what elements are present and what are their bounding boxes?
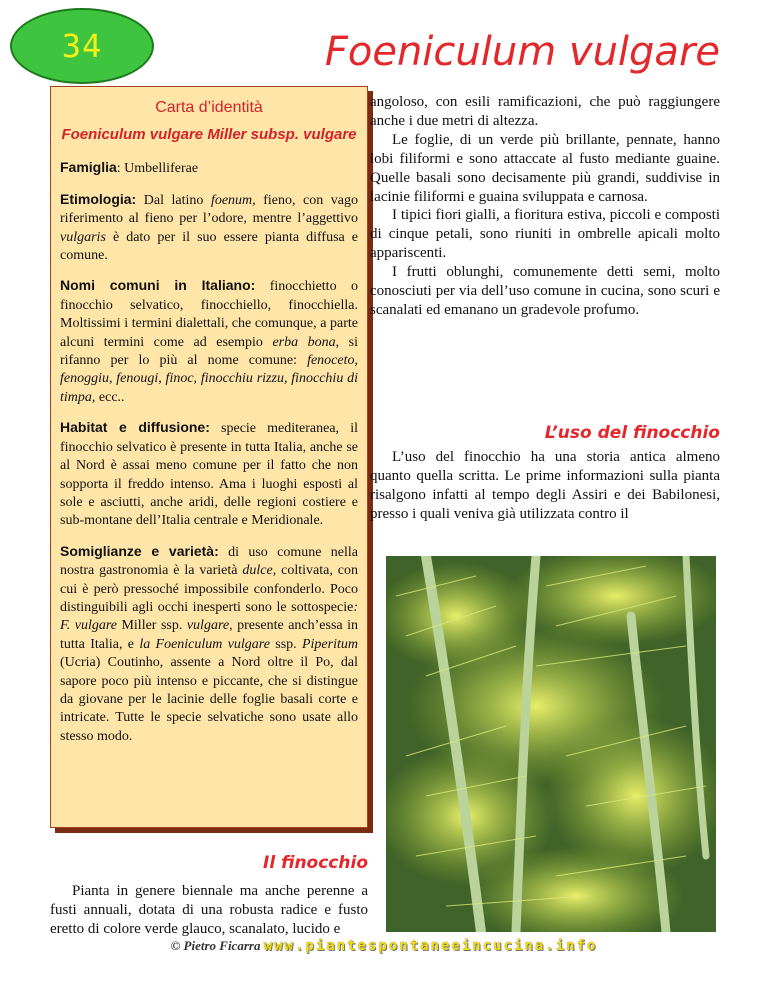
finocchio-text-right-4: I frutti oblunghi, comunemente detti semi, molto conosciuti per via dell’uso comune in cucina, sono scuri e scanalati ed emanano un gradevole profumo. [370,264,720,318]
nomi-dialect: fenoceto, fenoggiu, fenougi, finoc, finocchiu rizzu, finocchiu di timpa [60,353,358,405]
section-il-finocchio [50,852,368,939]
somiglianze-label: Somiglianze e varietà: [60,542,219,559]
nomi-text-1: finocchietto o finocchio selvatico, finocchiello, finocchiella. Moltissimi i termini dialettali, che comunque, a parte alcuni termini come ad esempio [60,279,358,350]
som-la-foeniculum: la Foeniculum vulgare [139,636,270,652]
som-fv: : F. vulgare [60,599,358,634]
finocchio-text-right-2: Le foglie, di un verde più brillante, pennate, hanno lobi filiformi e sono attaccate al fusto mediante guaine. Quelle basali sono decisamente più grandi, suddivise in lacinie filiformi e guaina sviluppata e carnosa. [370,131,720,205]
footer [0,938,768,954]
nomi-label: Nomi comuni in Italiano: [60,277,256,294]
som-text-6: (Ucria) Coutinho, assente a Nord oltre il Po, dal sapore poco più intenso e piccante, che si distingue da giovane per le lacinie delle foglie basali corte e intricate. Tutte le specie selvatiche sono usate allo stesso modo. [60,655,358,744]
page-number-badge [10,8,154,84]
finocchio-text-right-1: angoloso, con esili ramificazioni, che può raggiungere anche i due metri di altezza. [370,94,720,129]
etimologia-foenum: foenum [210,192,253,208]
identity-card-heading: Carta d’identità [155,99,263,116]
finocchio-text-right-3: I tipici fiori gialli, a fioritura estiva, piccoli e composti di cinque petali, sono riuniti in ombrelle apicali molto appariscenti. [370,207,720,262]
uso-text: L’uso del finocchio ha una storia antica almeno quanto quella scritta. Le prime informazioni sulla pianta risalgono infatti al tempo degli Assiri e dei Babilonesi, presso i quali veniva già utilizzata contro il [370,449,720,522]
entry-habitat [60,418,358,530]
identity-card [50,86,368,828]
entry-somiglianze [60,542,358,746]
etimologia-text-3: è dato per il suo essere pianta diffusa e comune. [60,229,358,264]
section-heading-uso: L’uso del finocchio [544,423,720,443]
nomi-text-3: , ecc.. [91,389,125,405]
nomi-erba-bona: erba bona [272,334,336,350]
som-piperitum: Piperitum [301,636,358,652]
entry-famiglia [60,158,358,178]
etimologia-text-1: Dal latino [136,192,211,208]
etimologia-text-2: , fieno, con vago riferimento al fieno per l’odore, mentre l’aggettivo [60,192,358,227]
fennel-photo [386,556,716,932]
som-dulce: dulce [242,563,273,579]
finocchio-text-left: Pianta in genere biennale ma anche perenne a fusti annuali, dotata di una robusta radice e fusto eretto di colore verde glauco, scanalato, lucido e [50,883,368,937]
page-number: 34 [61,27,103,65]
etimologia-vulgaris: vulgaris [60,229,106,245]
nomi-text-2: , si rifanno per lo più al nome comune: [60,334,359,369]
page-title: Foeniculum vulgare [324,29,720,75]
habitat-text: specie mediteranea, il finocchio selvatico è presente in tutta Italia, anche se al Nord è assai meno comune per il fatto che non sopporta il freddo intenso. Ama i luoghi esposti al sole e asciutti, anche aridi, delle regioni costiere e sub-montane dell’Italia centrale e Meridionale. [60,421,358,529]
famiglia-label: Famiglia [60,159,117,176]
section-uso-del-finocchio [370,422,720,524]
entry-etimologia [60,190,358,266]
som-vulgare: vulgare [186,618,230,634]
habitat-label: Habitat e diffusione: [60,419,210,436]
section-heading-il-finocchio: Il finocchio [263,853,368,873]
identity-card-species: Foeniculum vulgare Miller subsp. vulgare [61,126,357,144]
som-text-5: ssp. [269,636,302,652]
som-text-1: di uso comune nella nostra gastronomia è la varietà [60,544,358,579]
som-text-2: , coltivata, con cui è però pressoché impossibile confonderlo. Poco distinguibili agli occhi inesperti sono le sottospecie [60,563,358,615]
famiglia-text: : Umbelliferae [116,161,199,177]
som-text-4: , presente anch’essa in tutta Italia, e [60,618,358,652]
footer-author: © Pietro Ficarra [170,938,261,953]
entry-nomi-comuni [60,276,358,407]
etimologia-label: Etimologia: [60,190,137,207]
som-text-3: Miller ssp. [116,618,187,634]
footer-website-link[interactable]: www.piantespontaneeincucina.info [263,938,598,954]
section-il-finocchio-continued [370,93,720,320]
fennel-plant-illustration [386,556,716,932]
